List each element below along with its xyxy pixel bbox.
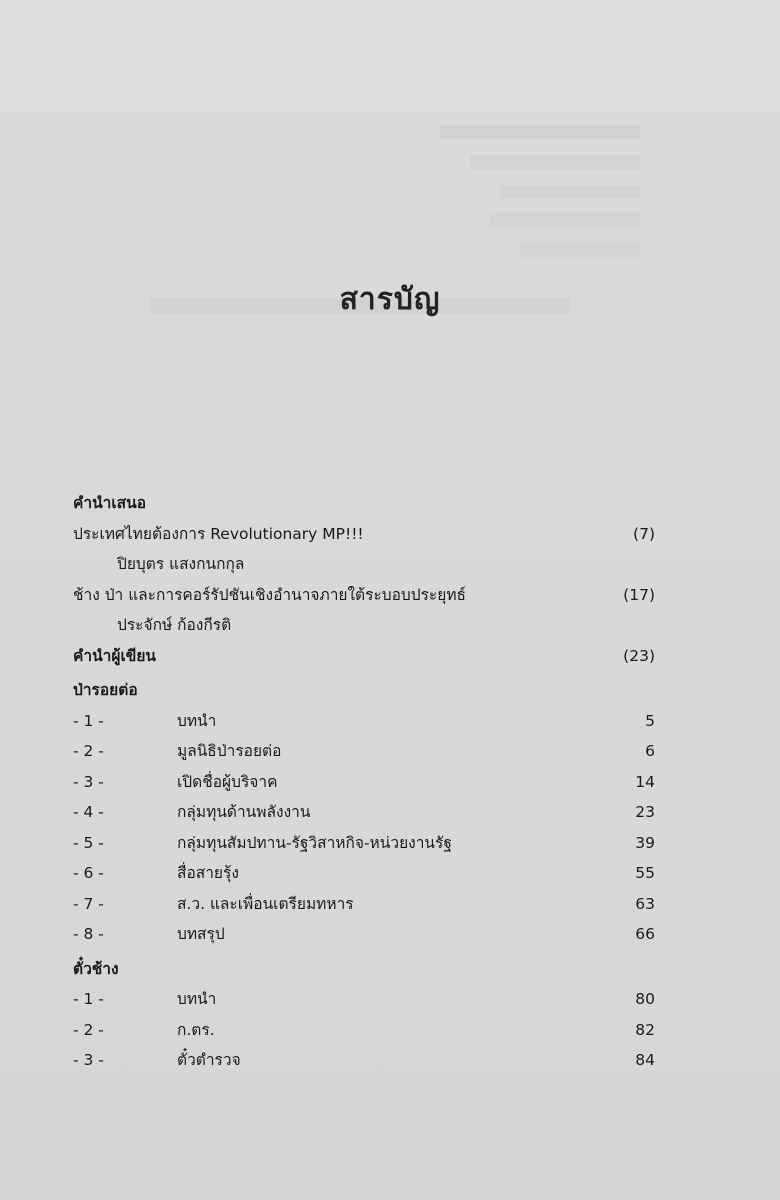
chapter-number: - 5 - (73, 833, 104, 852)
chapter-title: กลุ่มทุนด้านพลังงาน (177, 803, 311, 821)
toc-entry (73, 641, 655, 672)
chapter-title: สื่อสายรุ้ง (177, 864, 239, 882)
chapter-page-number: 55 (635, 864, 655, 882)
chapter-page-number: 23 (635, 803, 655, 821)
toc-chapter (73, 984, 655, 1015)
chapter-title: กลุ่มทุนสัมปทาน-รัฐวิสาหกิจ-หน่วยงานรัฐ (177, 833, 452, 852)
toc-entry-author (73, 610, 655, 641)
entry-page-number: (7) (633, 524, 655, 543)
entry-page-number: (17) (623, 585, 655, 604)
bleed-through-mark (440, 125, 640, 139)
chapter-number: - 6 - (73, 864, 104, 882)
part-title: ตั๋วช้าง (73, 959, 119, 978)
entry-title: ประเทศไทยต้องการ Revolutionary MP!!! (73, 524, 364, 543)
chapter-page-number: 5 (645, 711, 655, 730)
chapter-number: - 4 - (73, 803, 104, 821)
chapter-title: ส.ว. และเพื่อนเตรียมทหาร (177, 894, 354, 913)
toc-chapter (73, 736, 655, 767)
toc-chapter (73, 1045, 655, 1076)
bleed-through-mark (520, 243, 640, 257)
entry-author: ปิยบุตร แสงกนกกุล (117, 555, 245, 573)
chapter-page-number: 39 (635, 833, 655, 852)
toc-entry (73, 519, 655, 550)
chapter-number: - 1 - (73, 711, 104, 730)
toc-entry-author (73, 549, 655, 580)
toc-chapter (73, 706, 655, 737)
chapter-page-number: 80 (635, 990, 655, 1008)
toc-chapter (73, 889, 655, 920)
toc-part-heading (73, 954, 655, 985)
part-title: ป่ารอยต่อ (73, 681, 138, 699)
entry-page-number: (23) (623, 646, 655, 665)
toc-chapter (73, 858, 655, 889)
chapter-number: - 1 - (73, 990, 104, 1008)
chapter-number: - 7 - (73, 894, 104, 913)
chapter-number: - 3 - (73, 772, 104, 791)
toc-chapter (73, 828, 655, 859)
entry-title: ช้าง ป่า และการคอร์รัปชันเชิงอำนาจภายใต้ระบอบประยุทธ์ (73, 585, 467, 604)
chapter-page-number: 14 (635, 772, 655, 791)
chapter-title: บทนำ (177, 711, 217, 730)
toc-chapter (73, 797, 655, 828)
entry-author: ประจักษ์ ก้องกีรติ (117, 616, 232, 634)
author-preface-title: คำนำผู้เขียน (73, 646, 157, 665)
chapter-page-number: 84 (635, 1051, 655, 1069)
toc-chapter (73, 919, 655, 950)
page-title: สารบัญ (339, 282, 441, 317)
chapter-page-number: 63 (635, 894, 655, 913)
chapter-title: ก.ตร. (177, 1020, 215, 1039)
toc-entry (73, 580, 655, 611)
toc-part-heading (73, 675, 655, 706)
chapter-title: เปิดชื่อผู้บริจาค (177, 772, 278, 791)
bleed-through-mark (500, 185, 640, 199)
table-of-contents (73, 488, 655, 1076)
chapter-title: บทนำ (177, 990, 217, 1008)
chapter-title: บทสรุป (177, 925, 225, 943)
bleed-through-mark (490, 213, 640, 227)
chapter-number: - 2 - (73, 1020, 104, 1039)
chapter-page-number: 82 (635, 1020, 655, 1039)
foreword-heading: คำนำเสนอ (73, 494, 147, 512)
bleed-through-mark (470, 155, 640, 169)
toc-chapter (73, 767, 655, 798)
chapter-page-number: 6 (645, 742, 655, 760)
chapter-number: - 8 - (73, 925, 104, 943)
chapter-title: ตั๋วตำรวจ (177, 1051, 241, 1069)
toc-section-heading (73, 488, 655, 519)
chapter-page-number: 66 (635, 925, 655, 943)
chapter-number: - 2 - (73, 742, 104, 760)
toc-chapter (73, 1015, 655, 1046)
chapter-number: - 3 - (73, 1051, 104, 1069)
chapter-title: มูลนิธิป่ารอยต่อ (177, 742, 282, 760)
